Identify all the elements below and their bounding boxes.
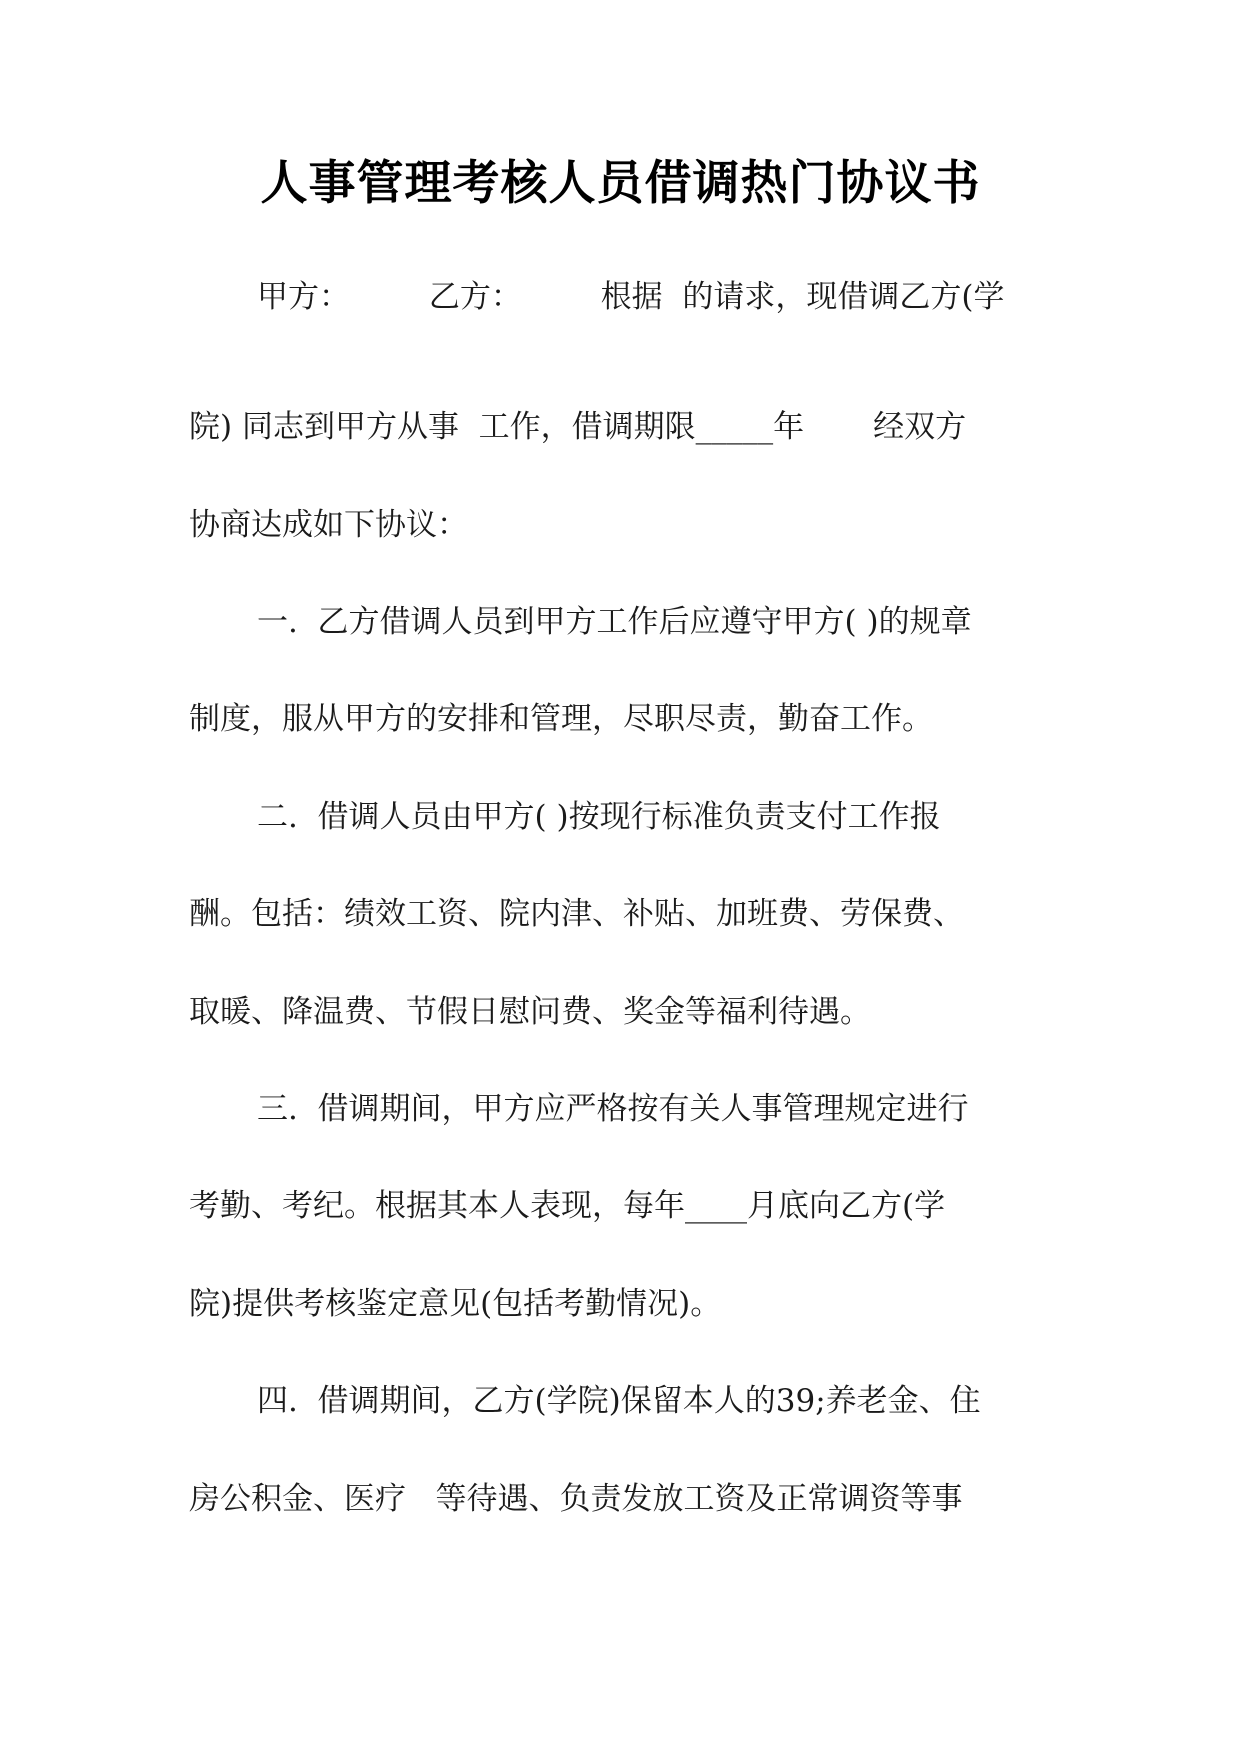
body-line-9: 三. 借调期间，甲方应严格按有关人事管理规定进行: [257, 1091, 969, 1127]
body-line-12: 四. 借调期间，乙方(学院)保留本人的39;养老金、住: [257, 1383, 981, 1419]
body-line-7: 酬。包括：绩效工资、院内津、补贴、加班费、劳保费、: [189, 896, 964, 932]
body-line-5: 制度，服从甲方的安排和管理，尽职尽责，勤奋工作。: [189, 701, 933, 737]
body-line-13: 房公积金、医疗 等待遇、负责发放工资及正常调资等事: [189, 1481, 963, 1517]
body-line-4: 一. 乙方借调人员到甲方工作后应遵守甲方( )的规章: [257, 604, 972, 640]
body-line-6: 二. 借调人员由甲方( )按现行标准负责支付工作报: [257, 799, 941, 835]
body-line-1: 甲方： 乙方： 根据 的请求，现借调乙方(学: [257, 279, 1005, 315]
body-line-10: 考勤、考纪。根据其本人表现，每年____月底向乙方(学: [189, 1188, 946, 1224]
body-line-2: 院) 同志到甲方从事 工作，借调期限_____年 经双方: [189, 409, 967, 445]
body-line-3: 协商达成如下协议：: [189, 507, 468, 543]
document-title: 人事管理考核人员借调热门协议书: [260, 156, 981, 211]
body-line-11: 院)提供考核鉴定意见(包括考勤情况)。: [189, 1286, 722, 1322]
body-line-8: 取暖、降温费、节假日慰问费、奖金等福利待遇。: [189, 994, 871, 1030]
